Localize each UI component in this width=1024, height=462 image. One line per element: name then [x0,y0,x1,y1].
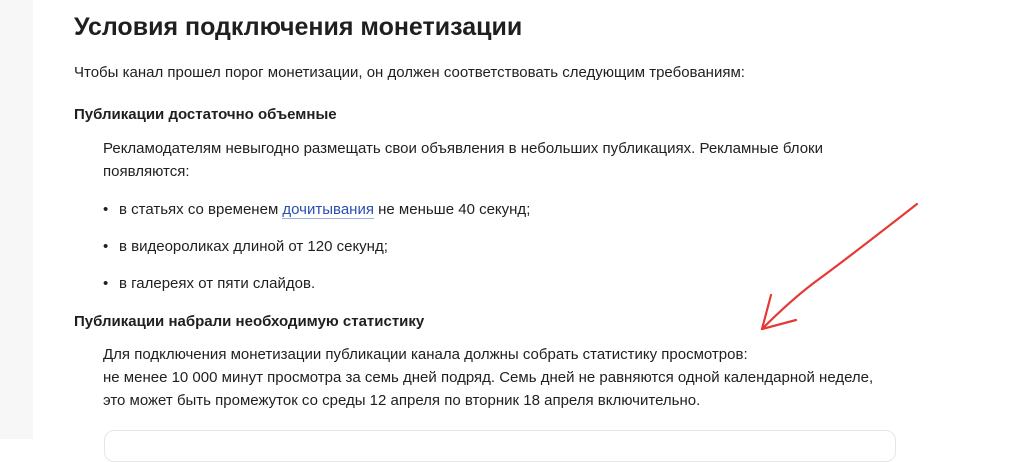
section-paragraph-volume: Рекламодателям невыгодно размещать свои объявления в небольших публикациях. Рекламные блоки появляются: [103,140,823,180]
list-item-text: в галереях от пяти слайдов. [119,275,316,292]
bullet-icon: • [103,201,109,218]
statistics-line-1: Для подключения монетизации публикации канала должны собрать статистику просмотров: [103,346,748,363]
list-item-text-after: не меньше 40 секунд; [373,201,531,218]
info-card [104,430,896,462]
section-heading-statistics: Публикации набрали необходимую статистику [74,313,425,330]
section-heading-volume: Публикации достаточно объемные [74,106,337,123]
bullet-icon: • [103,275,109,292]
left-sidebar-edge [0,0,33,439]
list-item-text: в видеороликах длиной от 120 секунд; [119,238,388,255]
section-paragraph-statistics [103,343,883,412]
intro-text: Чтобы канал прошел порог монетизации, он должен соответствовать следующим требованиям: [74,64,745,81]
list-item [103,236,530,273]
list-item [103,199,530,236]
read-time-link[interactable]: дочитывания [282,201,374,218]
list-item [103,273,530,310]
bullet-icon: • [103,238,109,255]
page-title: Условия подключения монетизации [74,13,523,41]
statistics-line-2: не менее 10 000 минут просмотра за семь дней подряд. Семь дней не равняются одной календарной неделе, это может быть промежуток со среды 12 апреля по вторник 18 апреля включительно. [103,369,874,409]
requirements-list [103,199,530,310]
list-item-text-before: в статьях со временем [119,201,283,218]
